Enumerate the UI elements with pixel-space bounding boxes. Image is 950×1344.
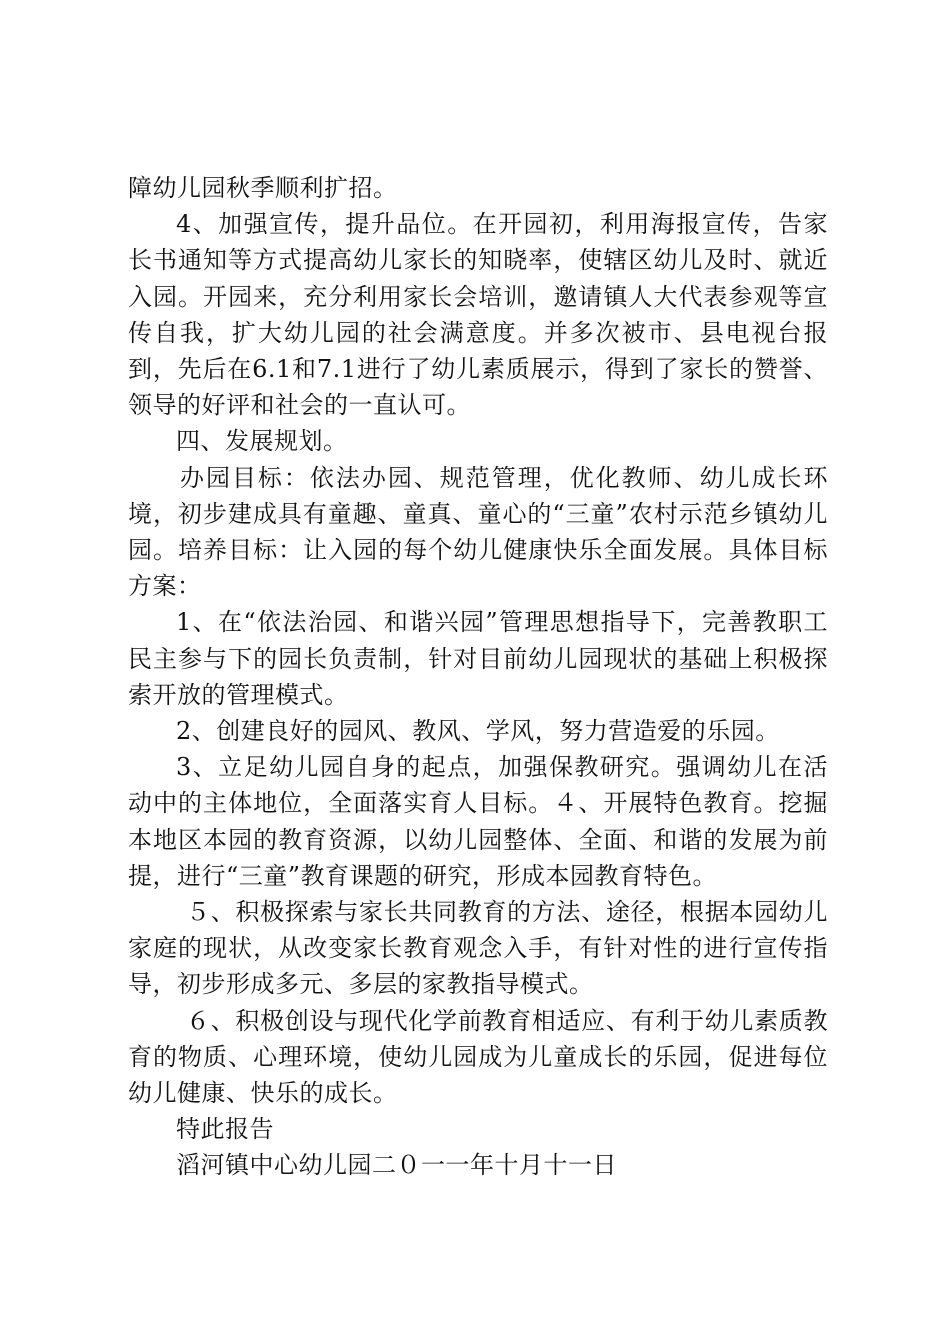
signature-and-date: 滔河镇中心幼儿园二０一一年十月十一日 xyxy=(176,1151,617,1180)
document-body xyxy=(128,170,828,1184)
paragraph-continuation: 障幼儿园秋季顺利扩招。 xyxy=(128,174,398,202)
section-heading-development-plan: 四、发展规划。 xyxy=(176,427,348,456)
paragraph-goals: 办园目标：依法办园、规范管理，优化教师、幼儿成长环境，初步建成具有童趣、童真、童心的“三童”农村示范乡镇幼儿园。培养目标：让入园的每个幼儿健康快乐全面发展。具体目标方案： xyxy=(128,463,828,601)
paragraph-item-2: 2、创建良好的园风、教风、学风，努力营造爱的乐园。 xyxy=(176,717,780,746)
closing-statement: 特此报告 xyxy=(176,1115,274,1144)
paragraph-item-6: ６、积极创设与现代化学前教育相适应、有利于幼儿素质教育的物质、心理环境，使幼儿园成为儿童成长的乐园，促进每位幼儿健康、快乐的成长。 xyxy=(128,1006,828,1108)
paragraph-item-1: 1、在“依法治园、和谐兴园”管理思想指导下，完善教职工民主参与下的园长负责制，针对目前幼儿园现状的基础上积极探索开放的管理模式。 xyxy=(128,608,828,709)
paragraph-item-3-4: 3、立足幼儿园自身的起点，加强保教研究。强调幼儿在活动中的主体地位，全面落实育人目标。４、开展特色教育。挖掘本地区本园的教育资源，以幼儿园整体、全面、和谐的发展为前提，进行“三童”教育课题的研究，形成本园教育特色。 xyxy=(128,753,828,890)
paragraph-publicity: 4、加强宣传，提升品位。在开园初，利用海报宣传，告家长书通知等方式提高幼儿家长的知晓率，使辖区幼儿及时、就近入园。开园来，充分利用家长会培训，邀请镇人大代表参观等宣传自我，扩大幼儿园的社会满意度。并多次被市、县电视台报到，先后在6.1和7.1进行了幼儿素质展示，得到了家长的赞誉、领导的好评和社会的一直认可。 xyxy=(128,210,828,420)
paragraph-item-5: ５、积极探索与家长共同教育的方法、途径，根据本园幼儿家庭的现状，从改变家长教育观念入手，有针对性的进行宣传指导，初步形成多元、多层的家教指导模式。 xyxy=(128,898,828,999)
